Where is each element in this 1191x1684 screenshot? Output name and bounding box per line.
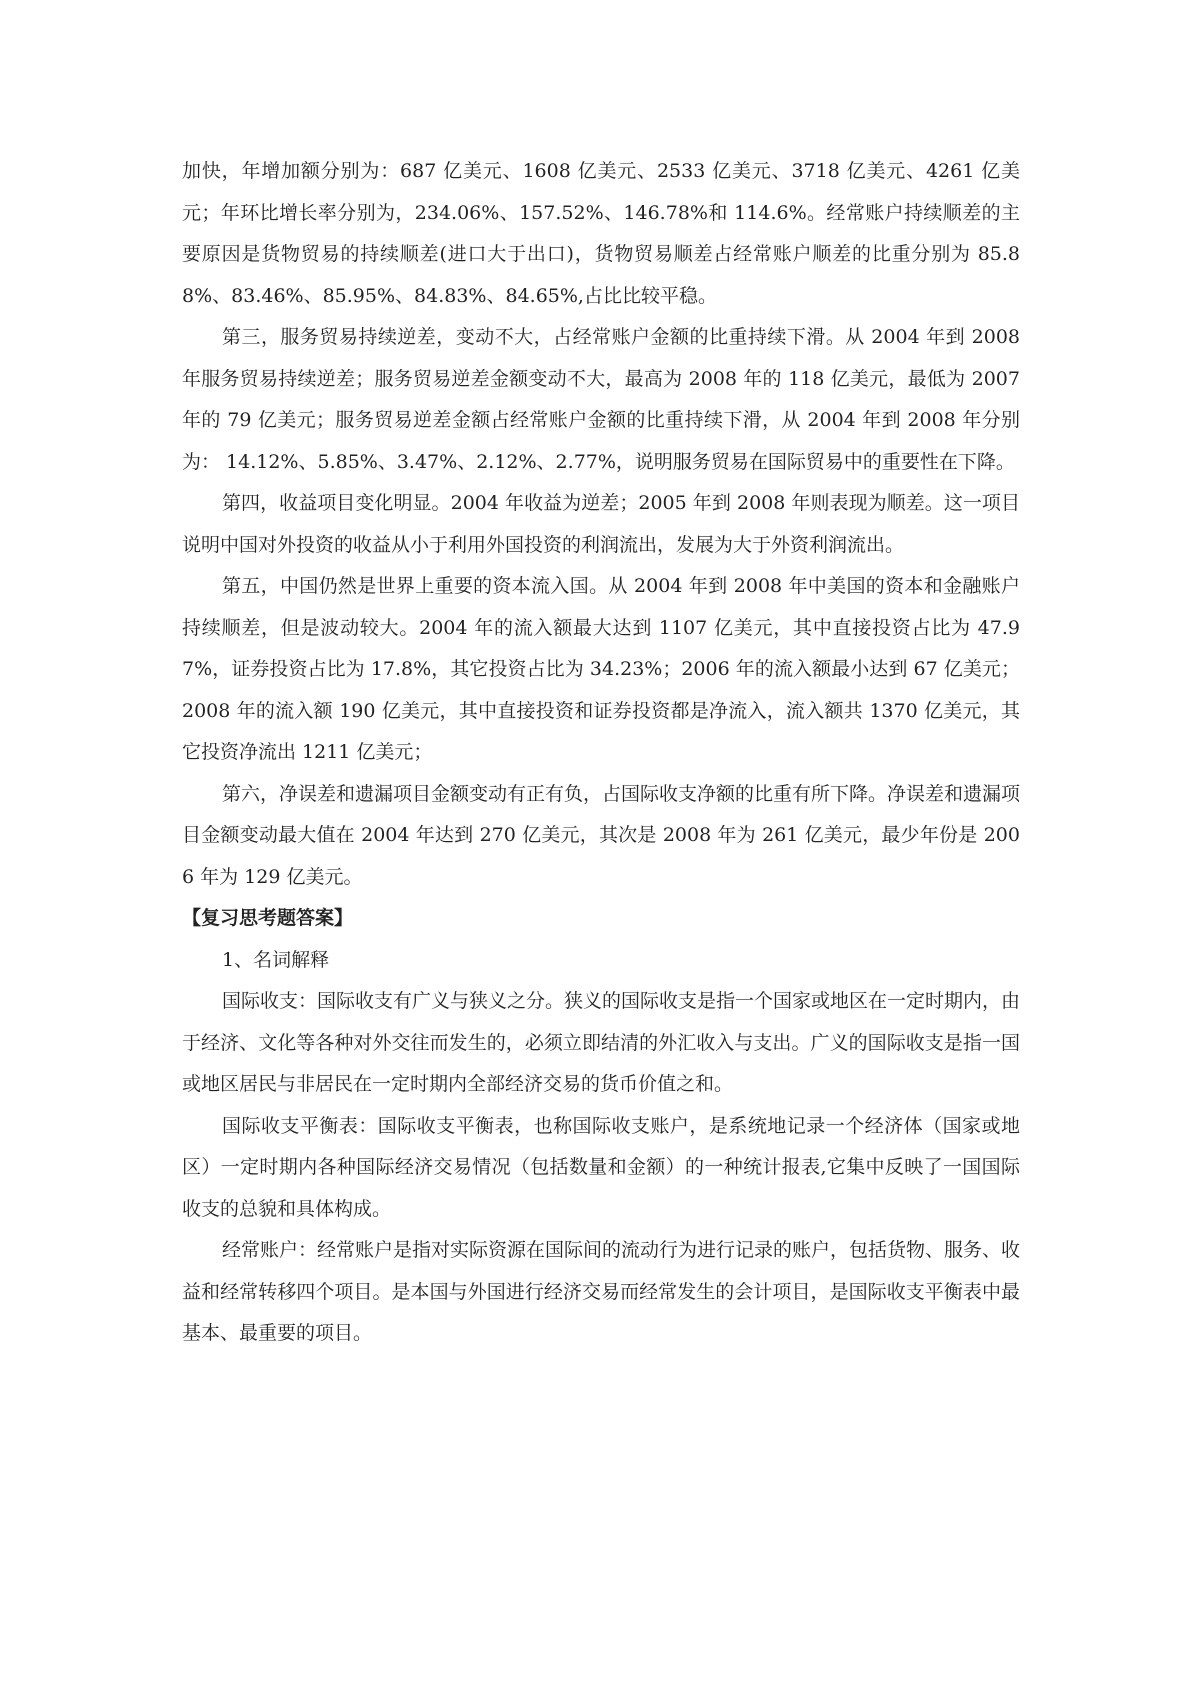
paragraph-income-items: 第四，收益项目变化明显。2004 年收益为逆差；2005 年到 2008 年则表现为顺差。这一项目说明中国对外投资的收益从小于利用外国投资的利润流出，发展为大于外资利润流出。 (182, 492, 1020, 556)
subsection-heading: 1、名词解释 (222, 948, 330, 971)
paragraph-current-account-growth: 加快，年增加额分别为：687 亿美元、1608 亿美元、2533 亿美元、3718 亿美元、4261 亿美元；年环比增长率分别为，234.06%、157.52%、146.78%和 114.6%。经常账户持续顺差的主要原因是货物贸易的持续顺差(进口大于出口)，货物贸易顺差占经常账户顺差的比重分别为 85.88%、83.46%、85.95%、84.83%、84.65%,占比比较平稳。 (182, 160, 1020, 307)
paragraph-errors-omissions: 第六，净误差和遗漏项目金额变动有正有负，占国际收支净额的比重有所下降。净误差和遗漏项目金额变动最大值在 2004 年达到 270 亿美元，其次是 2008 年为 261 亿美元，最少年份是 2006 年为 129 亿美元。 (182, 782, 1021, 888)
paragraph-capital-inflow: 第五，中国仍然是世界上重要的资本流入国。从 2004 年到 2008 年中美国的资本和金融账户持续顺差，但是波动较大。2004 年的流入额最大达到 1107 亿美元，其中直接投资占比为 47.97%，证券投资占比为 17.8%，其它投资占比为 34.23%；2006 年的流入额最小达到 67 亿美元；2008 年的流入额 190 亿美元，其中直接投资和证券投资都是净流入，流入额共 1370 亿美元，其它投资净流出 1211 亿美元； (182, 575, 1020, 763)
paragraph-def-bop-statement: 国际收支平衡表：国际收支平衡表，也称国际收支账户，是系统地记录一个经济体（国家或地区）一定时期内各种国际经济交易情况（包括数量和金额）的一种统计报表,它集中反映了一国国际收支的总貌和具体构成。 (182, 1114, 1020, 1220)
section-heading: 【复习思考题答案】 (182, 907, 354, 929)
paragraph-service-trade: 第三，服务贸易持续逆差，变动不大，占经常账户金额的比重持续下滑。从 2004 年到 2008 年服务贸易持续逆差；服务贸易逆差金额变动不大，最高为 2008 年的 118 亿美元，最低为 2007 年的 79 亿美元；服务贸易逆差金额占经常账户金额的比重持续下滑，从 2004 年到 2008 年分别为： 14.12%、5.85%、3.47%、2.12%、2.77%，说明服务贸易在国际贸易中的重要性在下降。 (182, 326, 1020, 473)
paragraph-def-bop: 国际收支：国际收支有广义与狭义之分。狭义的国际收支是指一个国家或地区在一定时期内，由于经济、文化等各种对外交往而发生的，必须立即结清的外汇收入与支出。广义的国际收支是指一国或地区居民与非居民在一定时期内全部经济交易的货币价值之和。 (182, 990, 1021, 1095)
document-page (182, 151, 1020, 1355)
paragraph-def-current-account: 经常账户：经常账户是指对实际资源在国际间的流动行为进行记录的账户，包括货物、服务、收益和经常转移四个项目。是本国与外国进行经济交易而经常发生的会计项目，是国际收支平衡表中最基本、最重要的项目。 (182, 1239, 1021, 1344)
